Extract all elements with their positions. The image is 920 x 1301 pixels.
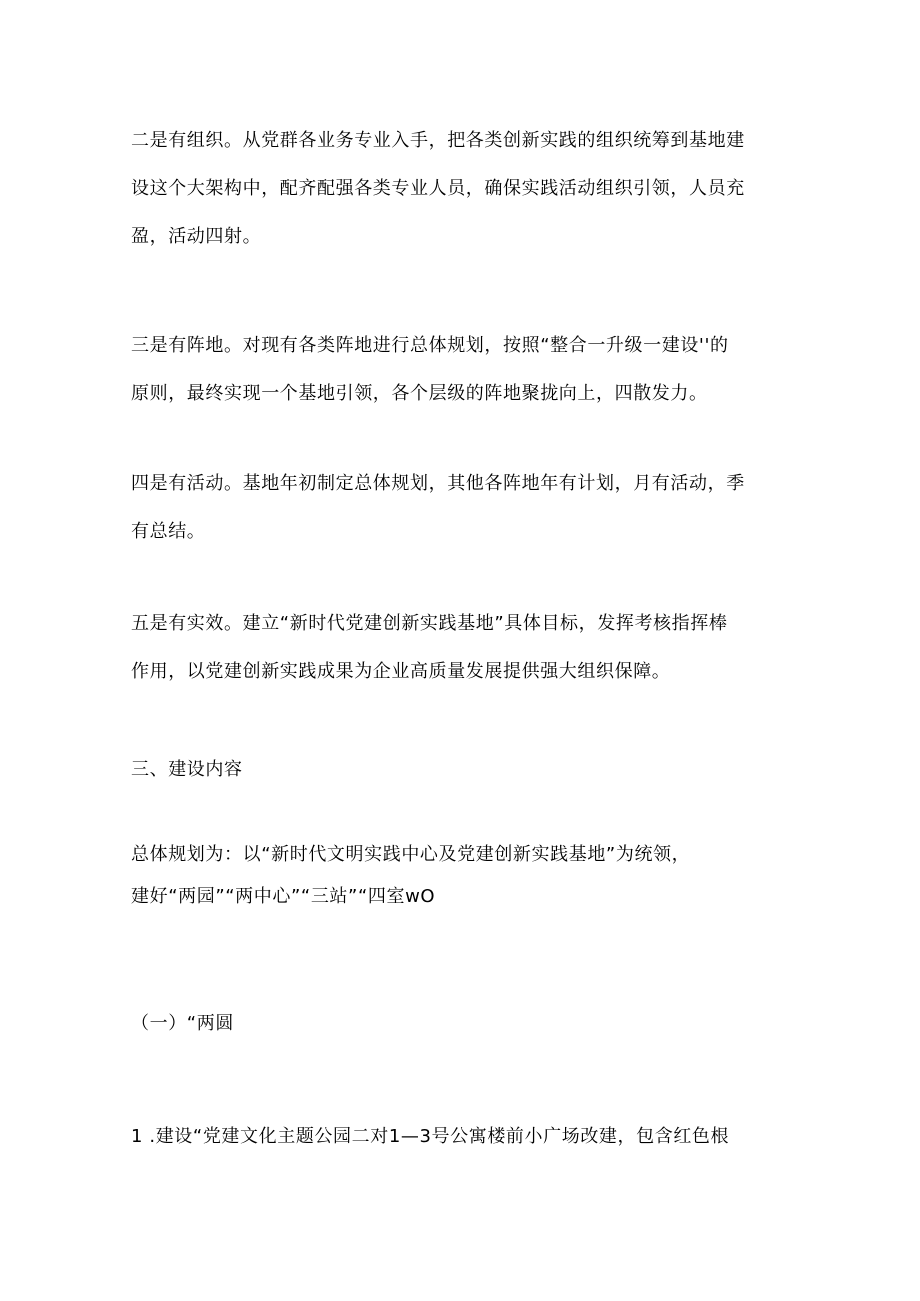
text-line: 二是有组织。从党群各业务专业入手，把各类创新实践的组织统筹到基地建 [131, 130, 745, 151]
text-line: 五是有实效。建立“新时代党建创新实践基地”具体目标，发挥考核指挥棒 [131, 613, 728, 634]
heading-text: 三、建设内容 [131, 759, 243, 780]
text-line: 三是有阵地。对现有各类阵地进行总体规划，按照“整合一升级一建设''的 [131, 335, 729, 356]
paragraph-effectiveness [131, 600, 796, 696]
text-line: 有总结。 [131, 521, 206, 542]
text-line: 作用，以党建创新实践成果为企业高质量发展提供强大组织保障。 [131, 661, 671, 682]
text-line: 盈，活动四射。 [131, 226, 262, 247]
text-line: 1 .建设“党建文化主题公园二对1—3号公寓楼前小广场改建，包含红色根 [131, 1126, 730, 1147]
paragraph-organization [131, 117, 796, 261]
heading-text: （一）“两圆 [131, 1013, 234, 1034]
text-line: 原则，最终实现一个基地引领，各个层级的阵地聚拢向上，四散发力。 [131, 383, 708, 404]
text-line: 建好“两园”“两中心”“三站”“四室wO [131, 886, 436, 907]
text-line: 四是有活动。基地年初制定总体规划，其他各阵地年有计划，月有活动，季 [131, 473, 745, 494]
text-line: 总体规划为：以“新时代文明实践中心及党建创新实践基地”为统领， [131, 844, 691, 865]
paragraph-activities [131, 460, 796, 556]
paragraph-item-1 [131, 1113, 796, 1161]
subsection-heading [131, 1000, 796, 1048]
section-heading [131, 746, 796, 794]
text-line: 设这个大架构中，配齐配强各类专业人员，确保实践活动组织引领，人员充 [131, 178, 745, 199]
paragraph-overall-plan [131, 834, 796, 918]
paragraph-position [131, 322, 796, 418]
